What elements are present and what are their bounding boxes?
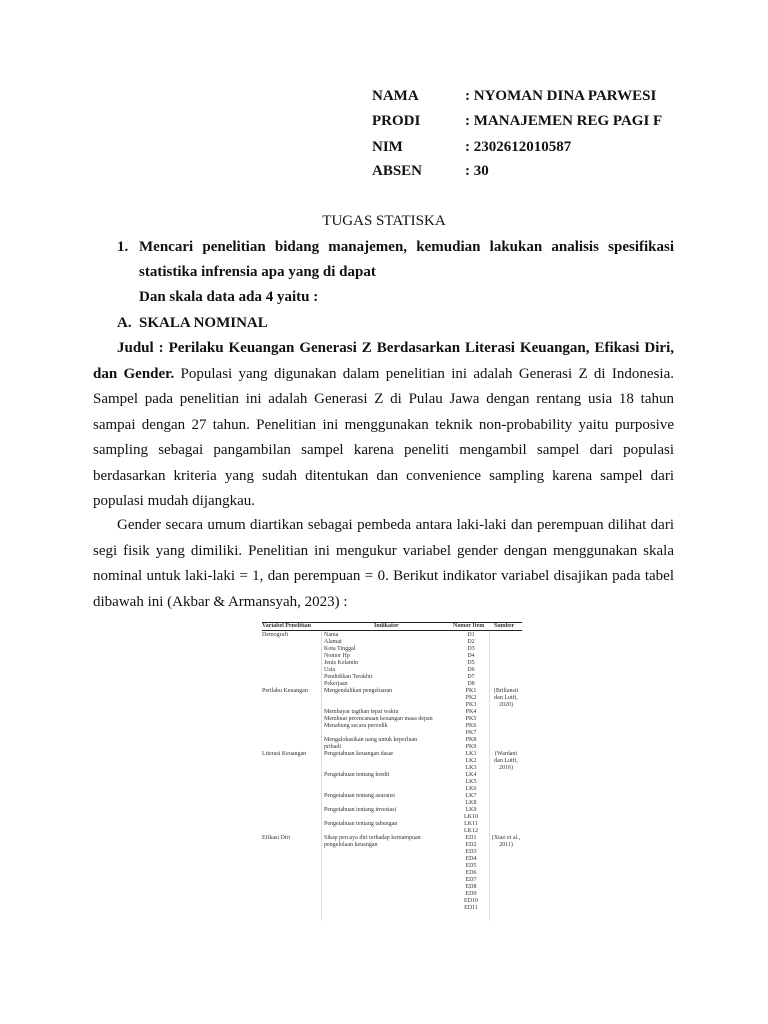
- table-item: LK3: [465, 765, 477, 771]
- table-item: D3: [467, 646, 475, 652]
- table-indicator: Menabung secara periodik: [324, 723, 388, 729]
- page-title: TUGAS STATISKA: [322, 213, 446, 229]
- table-item: LK1: [465, 751, 477, 757]
- table-item: LK9: [465, 807, 477, 813]
- name-value: : NYOMAN DINA PARWESI: [465, 88, 657, 104]
- table-header-variable: Variabel Penelitian: [262, 623, 311, 629]
- table-item: ED3: [465, 849, 477, 855]
- table-indicator: Membayar tagihan tepat waktu: [324, 709, 399, 715]
- prodi-value: : MANAJEMEN REG PAGI F: [465, 113, 663, 129]
- table-variable: Literasi Keuangan: [262, 751, 307, 757]
- table-indicator: Jenis Kelamin: [324, 660, 359, 666]
- item-line-1: Mencari penelitian bidang manajemen, kemudian lakukan analisis spesifikasi: [139, 239, 674, 255]
- table-indicator: pribadi: [324, 744, 341, 750]
- paragraph-2: Gender secara umum diartikan sebagai pembeda antara laki-laki dan perempuan dilihat dari segi fisik yang dimiliki. Penelitian ini mengukur variabel gender dengan menggunakan skala nominal untuk laki-laki = 1, dan perempuan = 0. Berikut indikator variabel disajikan pada tabel dibawah ini (Akbar & Armansyah, 2023) :: [93, 517, 674, 610]
- table-header-source: Sumber: [494, 623, 515, 629]
- table-source: (Briliansti: [493, 688, 519, 694]
- table-variable: Efikasi Diri: [262, 835, 291, 841]
- table-item: LK7: [465, 793, 477, 799]
- table-indicator: Kota Tinggal: [324, 646, 356, 652]
- table-item: ED4: [465, 856, 477, 862]
- table-indicator: Pekerjaan: [324, 681, 348, 687]
- table-item: PK9: [465, 744, 477, 750]
- table-indicator: Pengetahuan tentang asuransi: [324, 793, 395, 799]
- table-indicator: Pengetahuan tentang tabungan: [324, 821, 398, 827]
- paragraph-1: [93, 336, 674, 515]
- item-line-2: statistika infrensia apa yang di dapat: [139, 264, 376, 280]
- paragraph-1-text: Populasi yang digunakan dalam penelitian ini adalah Generasi Z di Indonesia. Sampel pada penelitian ini adalah Generasi Z di Pulau Jawa dengan rentang usia 18 tahun sampai dengan 27 tahun. Penelitian ini menggunakan teknik non-probability yaitu purposive sampling sebagai pangambilan sampel karena peneliti mengambil sampel dari populasi berdasarkan kriteria yang sudah ditentukan dan convenience sampling karena sampel dari populasi mudah dijangkau.: [93, 365, 674, 509]
- table-source: 2016): [499, 765, 513, 771]
- name-label: NAMA: [372, 88, 419, 104]
- table-item: PK4: [465, 709, 477, 715]
- table-item: ED8: [465, 884, 477, 890]
- item-line-3: Dan skala data ada 4 yaitu :: [139, 289, 319, 305]
- table-item: ED6: [465, 870, 477, 876]
- table-item: LK4: [465, 772, 477, 778]
- table-item: LK11: [464, 821, 478, 827]
- table-indicator: Pengetahuan tentang investasi: [324, 807, 397, 813]
- table-item: LK8: [465, 800, 477, 806]
- table-item: LK10: [464, 814, 478, 820]
- table-source: 2020): [499, 702, 513, 708]
- table-item: PK6: [465, 723, 477, 729]
- table-source: dan Lutfi,: [494, 758, 518, 764]
- table-item: ED5: [465, 863, 477, 869]
- prodi-label: PRODI: [372, 113, 421, 129]
- table-item: D4: [467, 653, 475, 659]
- table-item: D7: [467, 674, 475, 680]
- table-indicator: Alamat: [324, 639, 342, 645]
- table-source: (Wardani: [494, 751, 518, 757]
- table-item: LK2: [465, 758, 477, 764]
- table-indicator: Pendidikan Terakhir: [324, 674, 373, 680]
- table-item: D6: [467, 667, 475, 673]
- table-indicator: Sikap percaya diri terhadap kemampuan: [324, 835, 421, 841]
- table-indicator: Nomor Hp: [324, 653, 350, 659]
- table-indicator: Nama: [324, 632, 339, 638]
- nim-label: NIM: [372, 139, 403, 155]
- table-variable: Perilaku Keuangan: [262, 688, 308, 694]
- table-header-item: Nomor Item: [453, 623, 485, 629]
- table-item: D2: [467, 639, 475, 645]
- table-item: ED1: [465, 835, 477, 841]
- table-item: ED11: [464, 905, 478, 911]
- paragraph-1-lead: Judul : Perilaku Keuangan Generasi Z Berdasarkan Literasi Keuangan, Efikasi Diri, dan Gender.: [93, 340, 674, 382]
- table-item: PK1: [465, 688, 477, 694]
- table-item: ED10: [464, 898, 478, 904]
- table-source: 2011): [499, 842, 513, 848]
- table-indicator: Mengalokasikan uang untuk keperluan: [324, 737, 418, 743]
- table-item: ED9: [465, 891, 477, 897]
- table-item: PK5: [465, 716, 477, 722]
- table-item: PK7: [465, 730, 477, 736]
- table-indicator: Pengetahuan keuangan dasar: [324, 751, 394, 757]
- section-heading: SKALA NOMINAL: [139, 315, 268, 331]
- table-item: D5: [467, 660, 475, 666]
- table-indicator: Pengetahuan tentang kredit: [324, 772, 390, 778]
- table-item: ED2: [465, 842, 477, 848]
- table-item: PK2: [465, 695, 477, 701]
- table-indicator: Membuat perencanaan keuangan masa depan: [324, 716, 433, 722]
- table-item: PK8: [465, 737, 477, 743]
- table-item: LK12: [464, 828, 478, 834]
- table-item: LK6: [465, 786, 477, 792]
- table-item: D8: [467, 681, 475, 687]
- table-indicator: Mengendalikan pengeluaran: [324, 688, 393, 694]
- table-item: PK3: [465, 702, 477, 708]
- table-source: (Xiao et al.,: [491, 835, 521, 841]
- table-header-indicator: Indikator: [374, 623, 399, 629]
- item-number: 1.: [117, 239, 129, 255]
- table-item: D1: [467, 632, 475, 638]
- table-source: dan Lutfi,: [494, 695, 518, 701]
- section-letter: A.: [117, 315, 132, 331]
- absen-label: ABSEN: [372, 163, 423, 179]
- table-variable: Demografi: [262, 632, 288, 638]
- absen-value: : 30: [465, 163, 489, 179]
- nim-value: : 2302612010587: [465, 139, 572, 155]
- table-item: LK5: [465, 779, 477, 785]
- table-indicator: pengelolaan keuangan: [324, 842, 378, 848]
- table-item: ED7: [465, 877, 477, 883]
- table-indicator: Usia: [324, 667, 335, 673]
